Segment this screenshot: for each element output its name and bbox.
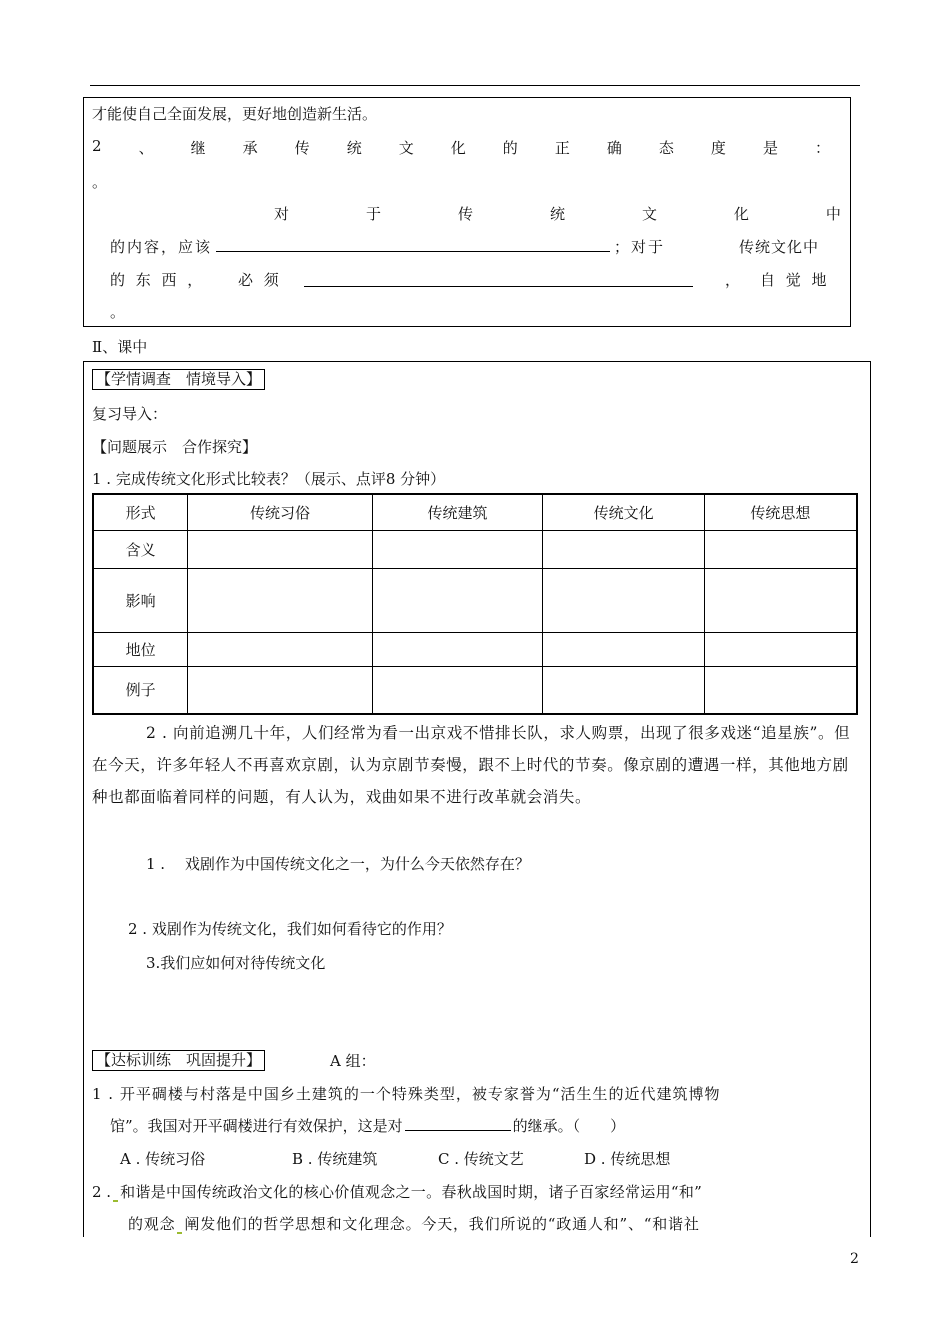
spread-char: 确 bbox=[606, 139, 622, 157]
comparison-table bbox=[92, 493, 858, 715]
spread-char: 文 bbox=[641, 205, 657, 223]
text-line: 传统文化中 bbox=[739, 238, 820, 256]
row-label: 含义 bbox=[93, 530, 188, 568]
option[interactable]: D . 传统思想 bbox=[584, 1150, 671, 1168]
spread-char: 于 bbox=[365, 205, 381, 223]
spread-char: 传 bbox=[294, 139, 310, 157]
table-cell[interactable] bbox=[188, 666, 373, 714]
text-line: 才能使自己全面发展，更好地创造新生活。 bbox=[92, 105, 378, 123]
fill-blank[interactable] bbox=[304, 272, 693, 287]
practice-question: 1 . 开平碉楼与村落是中国乡土建筑的一个特殊类型，被专家誉为“活生生的近代建筑博物 bbox=[92, 1085, 721, 1103]
spread-char: 2 bbox=[92, 137, 102, 155]
spread-char: 文 bbox=[398, 139, 414, 157]
row-label: 影响 bbox=[93, 568, 188, 632]
spread-char: 统 bbox=[549, 205, 565, 223]
drama-paragraph: 2 . 向前追溯几十年，人们经常为看一出京戏不惜排长队，求人购票，出现了很多戏迷“追星族”。但在今天，许多年轻人不再喜欢京剧，认为京剧节奏慢，跟不上时代的节奏。像京剧的遭遇一样，其他地方剧种也都面临着同样的问题，有人认为，戏曲如果不进行改革就会消失。 bbox=[92, 724, 851, 806]
option[interactable]: C . 传统文艺 bbox=[438, 1150, 524, 1168]
spread-char: 的 bbox=[502, 139, 518, 157]
text-line: 的 东 西 ， bbox=[110, 271, 206, 289]
fill-blank[interactable] bbox=[216, 237, 610, 252]
table-cell[interactable] bbox=[372, 530, 543, 568]
row-label: 地位 bbox=[93, 632, 188, 666]
text-line: 。 bbox=[92, 173, 108, 191]
practice-question: 馆”。我国对开平碉楼进行有效保护，这是对 的继承。（ ） bbox=[110, 1117, 626, 1135]
table-cell[interactable] bbox=[372, 666, 543, 714]
spread-char: ： bbox=[814, 139, 830, 157]
edit-mark-icon bbox=[177, 1232, 182, 1234]
sub-question: 1 . 戏剧作为中国传统文化之一，为什么今天依然存在？ bbox=[146, 855, 530, 873]
table-cell[interactable] bbox=[372, 568, 543, 632]
spread-char: 是 bbox=[762, 139, 778, 157]
table-cell[interactable] bbox=[543, 530, 705, 568]
text-line: 复习导入： bbox=[92, 405, 168, 423]
section-heading: Ⅱ、课中 bbox=[92, 338, 148, 356]
text-line: 的内容，应该 ；对于 bbox=[110, 238, 666, 256]
table-cell[interactable] bbox=[704, 530, 857, 568]
practice-question: 2 . 和谐是中国传统政治文化的核心价值观念之一。春秋战国时期，诸子百家经常运用“和” bbox=[92, 1183, 703, 1201]
text-line: ， bbox=[725, 271, 741, 289]
section-tag: 【问题展示 合作探究】 bbox=[92, 438, 258, 456]
table-header: 传统建筑 bbox=[372, 494, 543, 530]
practice-question: 的观念 阐发他们的哲学思想和文化理念。今天，我们所说的“政通人和”、“和谐社 bbox=[128, 1215, 700, 1233]
spread-char: 化 bbox=[450, 139, 466, 157]
section-tag: 【达标训练 巩固提升】 bbox=[92, 1050, 265, 1071]
table-row bbox=[93, 568, 857, 632]
page-number: 2 bbox=[850, 1251, 859, 1267]
spread-char: 态 bbox=[658, 139, 674, 157]
spread-char: 对 bbox=[274, 205, 290, 223]
table-cell[interactable] bbox=[543, 666, 705, 714]
table-cell[interactable] bbox=[704, 632, 857, 666]
text-line bbox=[274, 203, 841, 224]
table-header-row bbox=[93, 494, 857, 530]
sub-question: 2 . 戏剧作为传统文化，我们如何看待它的作用？ bbox=[128, 920, 452, 938]
table-cell[interactable] bbox=[704, 666, 857, 714]
table-cell[interactable] bbox=[188, 632, 373, 666]
header-rule bbox=[90, 85, 860, 86]
spread-char: 统 bbox=[346, 139, 362, 157]
option[interactable]: A . 传统习俗 bbox=[120, 1150, 206, 1168]
spread-char: 传 bbox=[457, 205, 473, 223]
table-cell[interactable] bbox=[372, 632, 543, 666]
option[interactable]: B . 传统建筑 bbox=[292, 1150, 378, 1168]
table-row bbox=[93, 666, 857, 714]
table-row bbox=[93, 530, 857, 568]
row-label: 例子 bbox=[93, 666, 188, 714]
text-line: 。 bbox=[110, 303, 126, 321]
fill-blank[interactable] bbox=[405, 1116, 511, 1131]
table-cell[interactable] bbox=[543, 568, 705, 632]
spread-char: 中 bbox=[825, 205, 841, 223]
table-cell[interactable] bbox=[188, 530, 373, 568]
table-header: 传统思想 bbox=[704, 494, 857, 530]
table-header: 传统习俗 bbox=[188, 494, 373, 530]
table-header: 形式 bbox=[93, 494, 188, 530]
sub-question: 3.我们应如何对待传统文化 bbox=[146, 954, 326, 972]
table-cell[interactable] bbox=[704, 568, 857, 632]
spread-char: 正 bbox=[554, 139, 570, 157]
section-tag: 【学情调查 情境导入】 bbox=[92, 369, 265, 390]
spread-char: 度 bbox=[710, 139, 726, 157]
table-cell[interactable] bbox=[543, 632, 705, 666]
text-line: 自 觉 地 bbox=[760, 271, 830, 289]
spread-char: 承 bbox=[242, 139, 258, 157]
table-row bbox=[93, 632, 857, 666]
spread-char: 化 bbox=[733, 205, 749, 223]
group-label: A 组： bbox=[330, 1052, 376, 1070]
spread-char: 、 bbox=[138, 139, 154, 157]
spread-char: 继 bbox=[190, 139, 206, 157]
question: 1 . 完成传统文化形式比较表？（展示、点评8 分钟） bbox=[92, 470, 446, 488]
q2-line bbox=[92, 137, 830, 158]
table-header: 传统文化 bbox=[543, 494, 705, 530]
text-line: 必 须 bbox=[238, 271, 282, 289]
table-cell[interactable] bbox=[188, 568, 373, 632]
edit-mark-icon bbox=[113, 1200, 118, 1202]
